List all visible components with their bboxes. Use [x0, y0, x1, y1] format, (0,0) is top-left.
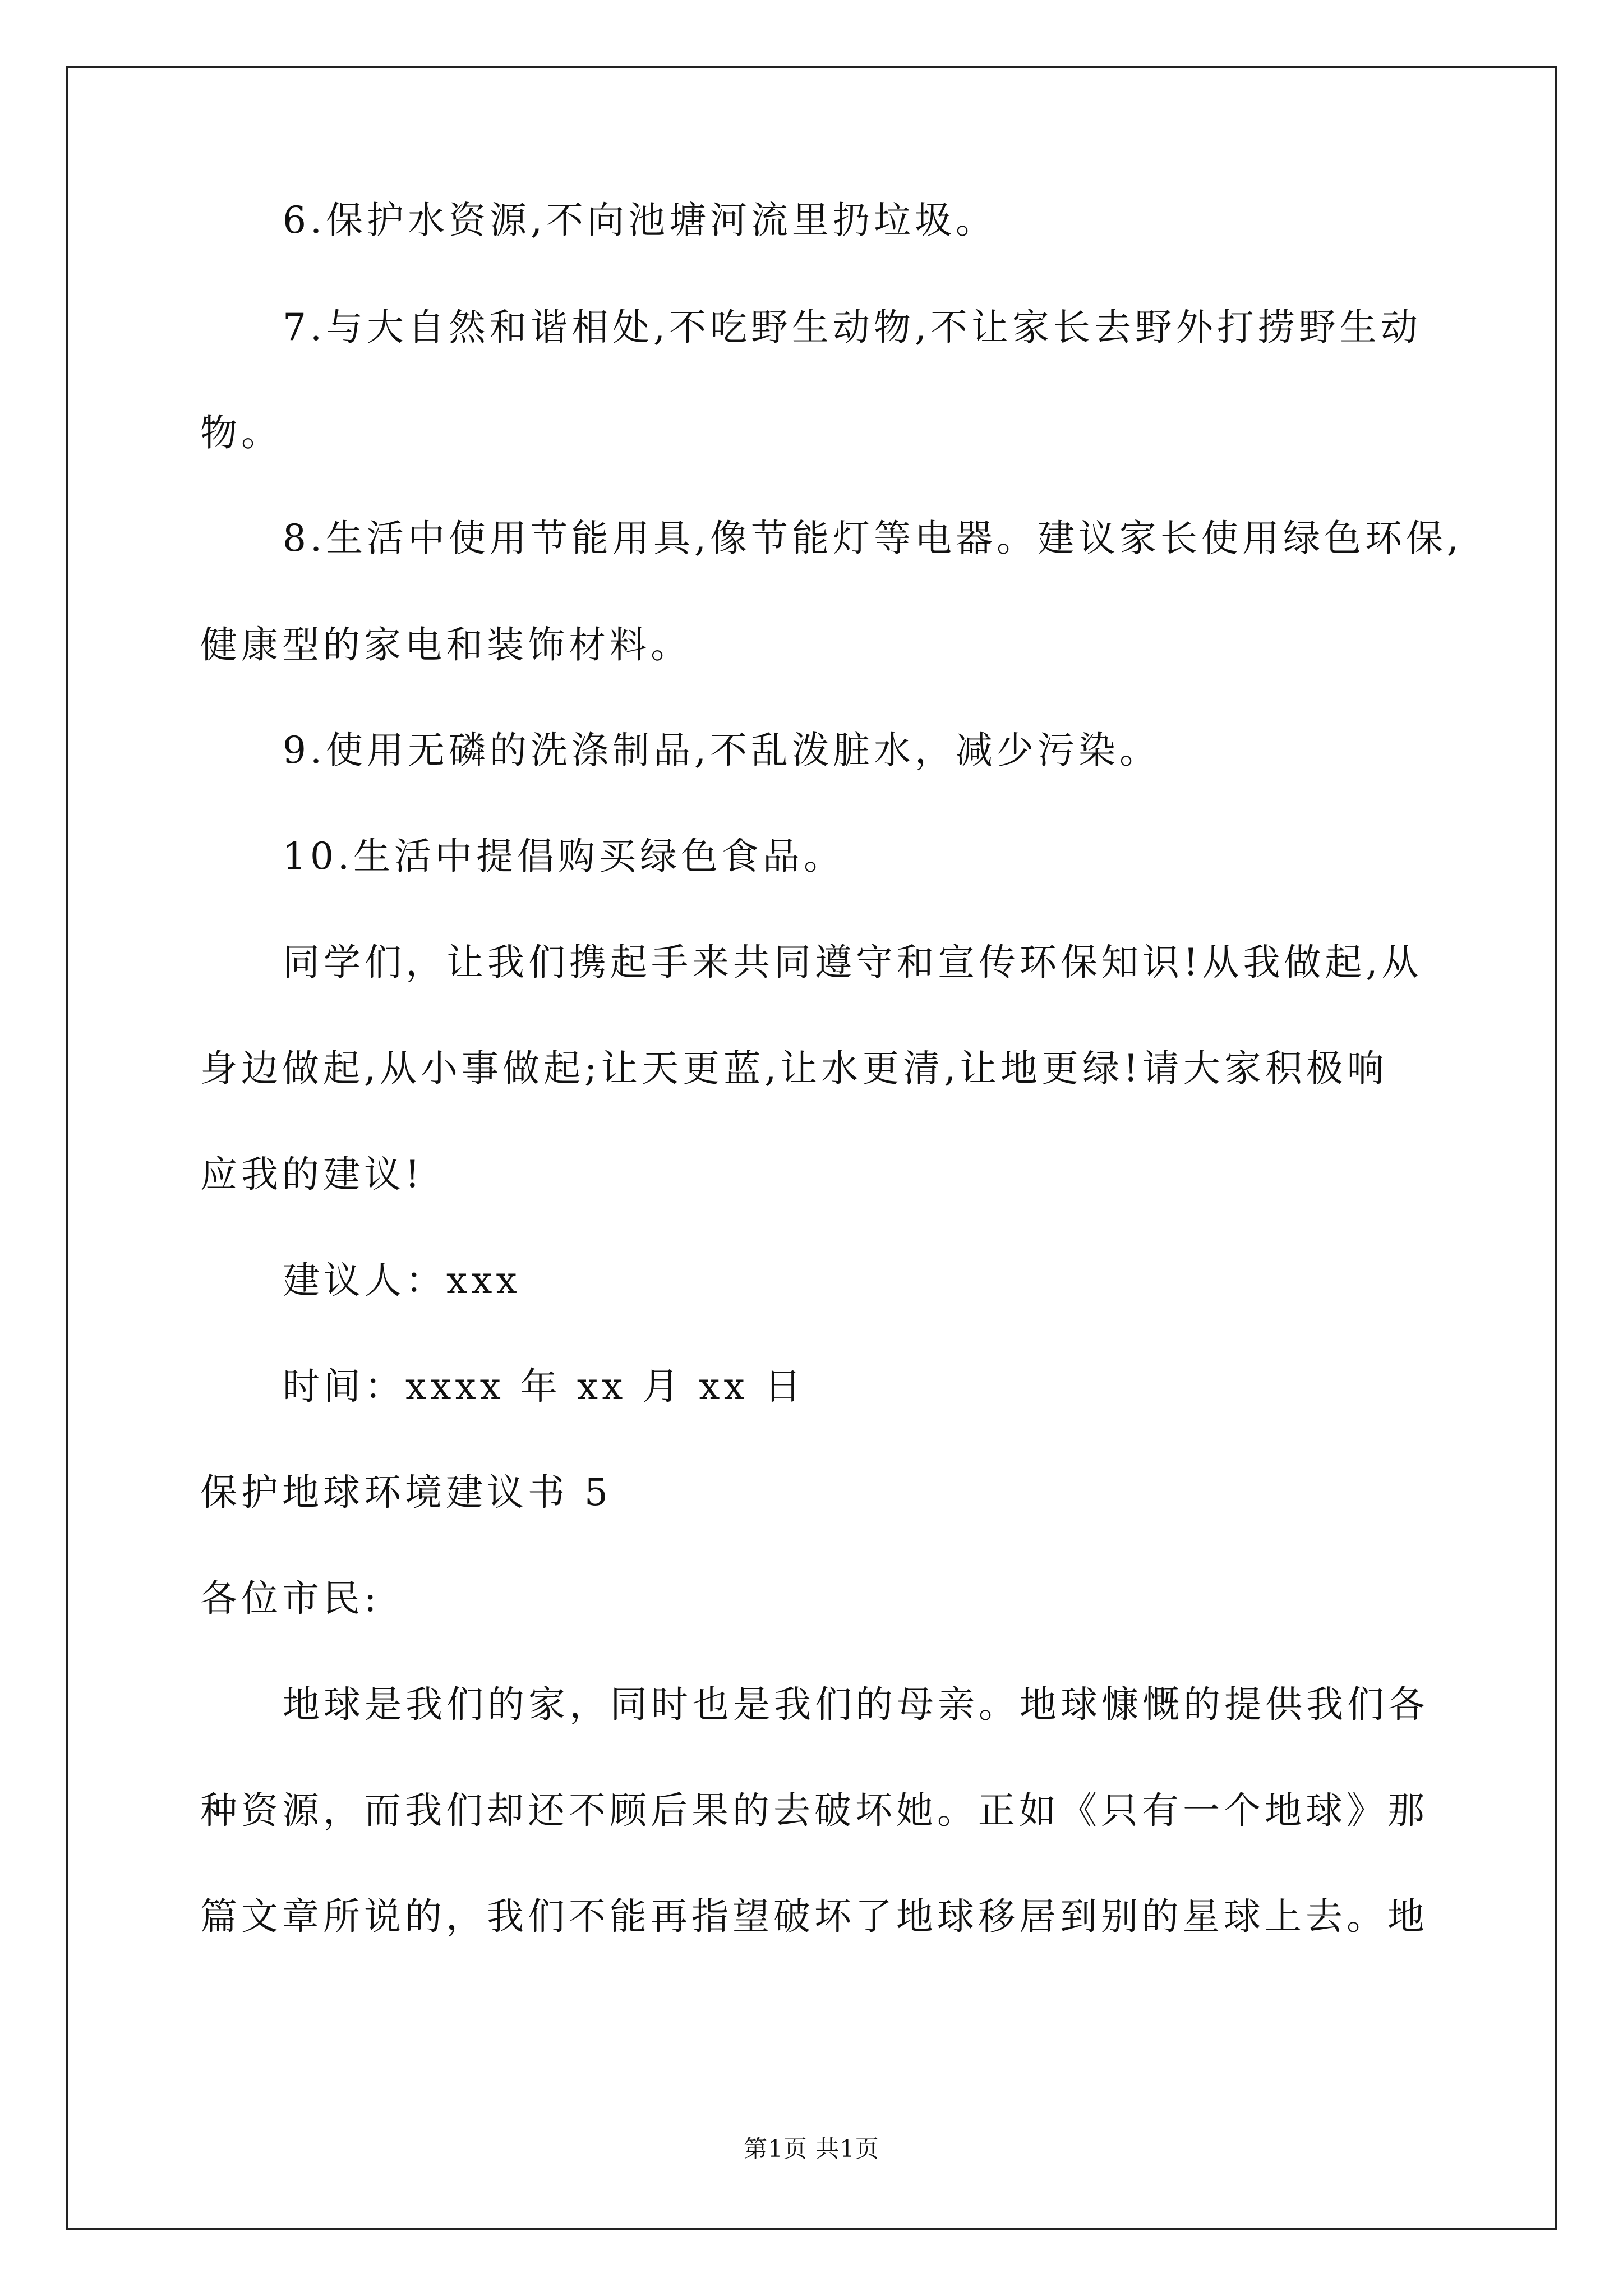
paragraph-item-7-line-2: 物。 [200, 411, 282, 454]
proposer-line: 建议人：xxx [283, 1259, 521, 1302]
date-line: 时间：xxxx 年 xx 月 xx 日 [283, 1365, 805, 1408]
section-title: 保护地球环境建议书 5 [200, 1471, 612, 1514]
paragraph-item-8-line-2: 健康型的家电和装饰材料。 [200, 623, 691, 666]
closing-paragraph-line-3: 应我的建议! [200, 1153, 424, 1196]
intro-paragraph-line-2: 种资源，而我们却还不顾后果的去破坏她。正如《只有一个地球》那 [200, 1789, 1428, 1832]
intro-paragraph-line-1: 地球是我们的家，同时也是我们的母亲。地球慷慨的提供我们各 [283, 1683, 1429, 1726]
paragraph-item-8-line-1: 8.生活中使用节能用具,像节能灯等电器。建议家长使用绿色环保, [283, 517, 1463, 560]
page-footer: 第1页 共1页 [744, 2135, 879, 2162]
salutation: 各位市民: [200, 1577, 381, 1620]
paragraph-item-7-line-1: 7.与大自然和谐相处,不吃野生动物,不让家长去野外打捞野生动 [283, 306, 1422, 349]
paragraph-item-9: 9.使用无磷的洗涤制品,不乱泼脏水，减少污染。 [283, 729, 1160, 772]
intro-paragraph-line-3: 篇文章所说的，我们不能再指望破坏了地球移居到别的星球上去。地 [200, 1895, 1428, 1938]
closing-paragraph-line-1: 同学们，让我们携起手来共同遵守和宣传环保知识!从我做起,从 [283, 941, 1423, 984]
closing-paragraph-line-2: 身边做起,从小事做起;让天更蓝,让水更清,让地更绿!请大家积极响 [200, 1047, 1388, 1090]
paragraph-item-6: 6.保护水资源,不向池塘河流里扔垃圾。 [283, 199, 997, 242]
paragraph-item-10: 10.生活中提倡购买绿色食品。 [283, 835, 845, 878]
